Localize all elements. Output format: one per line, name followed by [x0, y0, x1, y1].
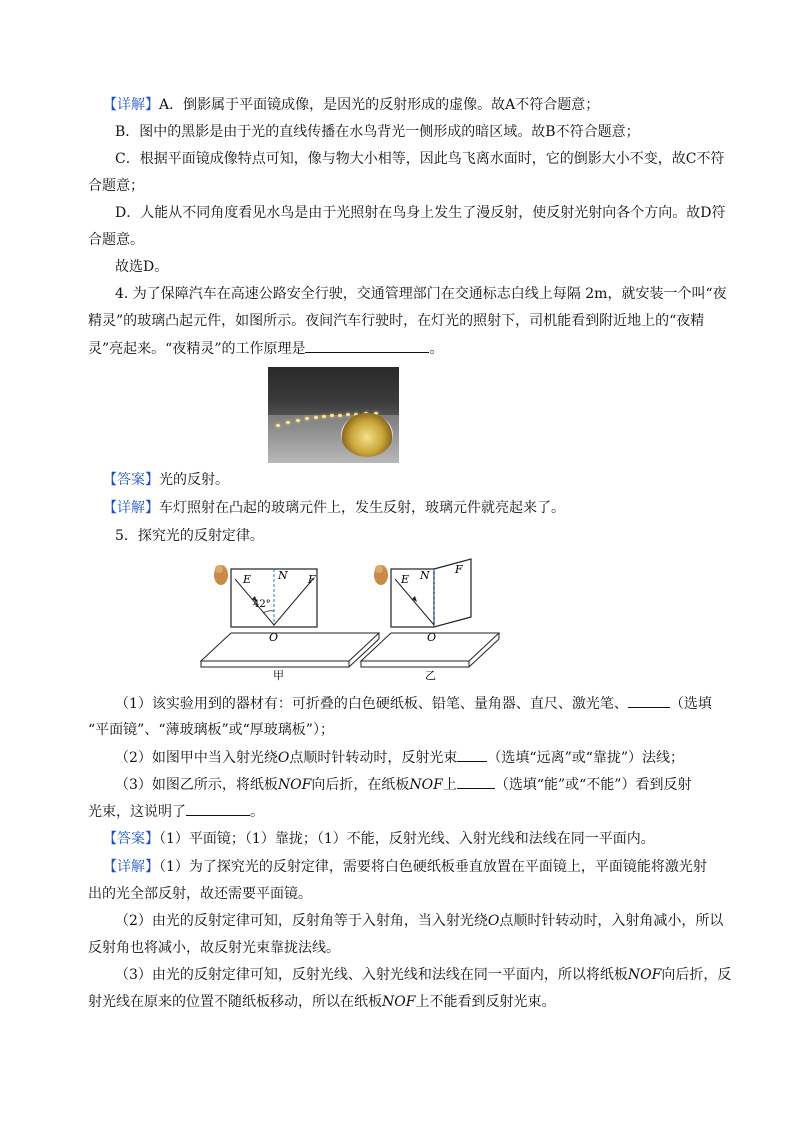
figure-yi — [361, 559, 499, 682]
label-jia: 甲 — [273, 669, 284, 682]
label-o-jia: O — [269, 631, 279, 644]
q5-explain-3b: 向后折，反 — [661, 967, 732, 983]
q5-explain-3c: 射光线在原来的位置不随纸板移动，所以在纸板 — [88, 994, 382, 1010]
q4-line2: 精灵”的玻璃凸起元件，如图所示。夜间汽车行驶时，在灯光的照射下，司机能看到附近地上的“夜精 — [88, 313, 705, 329]
q5-p3-nof: NOF — [277, 777, 312, 793]
label-n-yi: N — [420, 569, 430, 582]
q5-explain-1a: （1）为了探究光的反射定律，需要将白色硬纸板垂直放置在平面镜上，平面镜能将激光射 — [159, 859, 707, 875]
q5-p2-o: O — [277, 750, 290, 766]
q5-p3-end: 。 — [250, 804, 264, 820]
q5-explain-line3 — [115, 911, 794, 931]
q5-p1-text: （1）该实验用到的器材有：可折叠的白色硬纸板、铅笔、量角器、直尺、激光笔、 — [115, 696, 628, 712]
q5-p2-hint: （选填“远离”或“靠拢”）法线； — [487, 750, 685, 766]
reflection-experiment-figure — [195, 555, 505, 689]
q4-line3-end: 。 — [429, 341, 444, 357]
q5-title: 5．探究光的反射定律。 — [115, 528, 264, 544]
q5-blank-1[interactable] — [628, 693, 670, 708]
q5-explain-line6 — [88, 992, 794, 1012]
q4-answer-text: 光的反射。 — [159, 472, 229, 488]
q5-p2-text: （2）如图甲中当入射光绕 — [115, 750, 278, 766]
explain-c-line2: 合题意； — [88, 178, 144, 194]
label-o-yi: O — [427, 631, 437, 644]
q5-p3-text: （3）如图乙所示，将纸板 — [115, 777, 278, 793]
q5-explain-nof: NOF — [627, 967, 662, 983]
explain-b-line: B．图中的黑影是由于光的直线传播在水鸟背光一侧形成的暗区域。故B不符合题意； — [115, 124, 640, 140]
q5-explain-line1 — [103, 857, 794, 877]
explain-d-line1: D．人能从不同角度看见水鸟是由于光照射在鸟身上发生了漫反射，使反射光射向各个方向。故D符 — [115, 205, 726, 221]
q5-p1-hint: （选填 — [669, 696, 712, 712]
explain-tag: 【详解】 — [103, 859, 159, 875]
q5-p3-text2: 向后折，在纸板 — [311, 777, 410, 793]
q5-p3-text3: 上 — [442, 777, 457, 793]
q5-explain-o: O — [487, 913, 500, 929]
q5-answer-line — [103, 829, 794, 849]
q4-answer-blank[interactable] — [305, 338, 429, 353]
q5-p1-line2: “平面镜”、“薄玻璃板”或“厚玻璃板”）； — [88, 722, 334, 738]
answer-tag: 【答案】 — [103, 472, 159, 488]
q4-explain-text: 车灯照射在凸起的玻璃元件上，发生反射，玻璃元件就亮起来了。 — [159, 500, 565, 516]
q5-p3-text4: 光束，这说明了 — [88, 804, 186, 820]
q5-explain-line2: 出的光全部反射，故还需要平面镜。 — [88, 886, 312, 902]
q4-explain-line — [103, 498, 794, 518]
q4-line3 — [88, 338, 794, 359]
explain-a-line — [103, 95, 794, 115]
q5-explain-3d: 上不能看到反射光束。 — [415, 994, 556, 1010]
q5-explain-2a: （2）由光的反射定律可知，反射角等于入射角，当入射光绕 — [115, 913, 488, 929]
explain-tag: 【详解】 — [103, 500, 159, 516]
q5-explain-2b: 点顺时针转动时，入射角减小，所以 — [499, 913, 724, 929]
angle-label: 42° — [253, 599, 271, 610]
q5-answer-text: （1）平面镜；（1）靠拢；（1）不能，反射光线、入射光线和法线在同一平面内。 — [159, 831, 655, 847]
night-road-stud-photo — [268, 367, 399, 463]
q5-explain-line5 — [115, 965, 794, 985]
q5-p3-line1 — [115, 774, 794, 795]
q5-p3-nof2: NOF — [409, 777, 443, 793]
q5-explain-line4: 反射角也将减小，故反射光束靠拢法线。 — [88, 940, 340, 956]
answer-tag: 【答案】 — [103, 831, 159, 847]
q5-p1-line1 — [115, 693, 794, 714]
label-n-jia: N — [278, 569, 288, 582]
explain-tag: 【详解】 — [103, 97, 159, 113]
q5-explain-3a: （3）由光的反射定律可知，反射光线、入射光线和法线在同一平面内，所以将纸板 — [115, 967, 628, 983]
q5-blank-3[interactable] — [457, 774, 495, 789]
label-yi: 乙 — [425, 669, 436, 682]
q5-p2-text2: 点顺时针转动时，反射光束 — [289, 750, 458, 766]
q5-explain-nof2: NOF — [382, 994, 416, 1010]
explain-d-line2: 合题意。 — [88, 232, 144, 248]
label-f-yi: F — [455, 563, 463, 576]
explain-c-line1: C．根据平面镜成像特点可知，像与物大小相等，因此鸟飞离水面时，它的倒影大小不变，故C不符 — [115, 151, 725, 167]
label-e-yi: E — [401, 573, 410, 586]
figure-jia — [201, 565, 379, 682]
q5-p3-hint: （选填“能”或“不能”）看到反射 — [494, 777, 692, 793]
q5-blank-4[interactable] — [186, 801, 250, 816]
q5-p3-line2 — [88, 801, 794, 822]
label-f-jia: F — [308, 573, 316, 586]
q4-line1: 4. 为了保障汽车在高速公路安全行驶，交通管理部门在交通标志白线上每隔 2m，就安装一个叫“夜 — [115, 286, 727, 302]
q5-p2-line — [115, 747, 794, 768]
q5-blank-2[interactable] — [457, 747, 487, 762]
explain-a-text: A．倒影属于平面镜成像，是因光的反射形成的虚像。故A不符合题意； — [159, 97, 600, 113]
q4-answer-line — [103, 470, 794, 490]
choice-line: 故选D。 — [115, 259, 169, 275]
q4-line3-text: 灵”亮起来。“夜精灵”的工作原理是 — [88, 341, 306, 357]
label-e-jia: E — [243, 573, 252, 586]
